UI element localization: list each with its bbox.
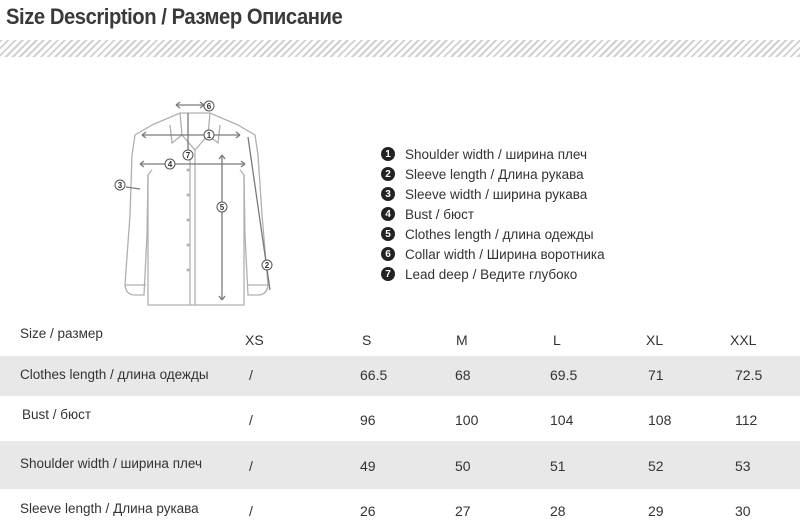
table-cell: 69.5 <box>550 367 578 383</box>
svg-text:4: 4 <box>167 160 173 169</box>
svg-text:7: 7 <box>185 151 191 160</box>
table-cell: / <box>249 412 253 428</box>
table-cell: 51 <box>550 458 566 474</box>
table-row <box>0 396 800 441</box>
number-badge: 5 <box>381 227 395 241</box>
header-cell-xs: XS <box>245 332 264 348</box>
svg-text:5: 5 <box>219 203 225 212</box>
table-cell: 96 <box>360 412 376 428</box>
table-cell: 28 <box>550 503 566 519</box>
number-badge: 1 <box>381 147 395 161</box>
svg-text:6: 6 <box>206 102 212 111</box>
marker-6 <box>204 101 214 111</box>
legend-label: Sleeve width / ширина рукава <box>405 186 588 202</box>
table-cell: 100 <box>455 412 479 428</box>
number-badge: 3 <box>381 187 395 201</box>
table-cell: 50 <box>455 458 471 474</box>
row-label: Bust / бюст <box>22 407 92 422</box>
table-row <box>0 489 800 527</box>
marker-7 <box>183 150 193 160</box>
marker-4 <box>165 159 175 169</box>
legend-label: Lead deep / Ведите глубоко <box>405 266 578 282</box>
row-label: Shoulder width / ширина плеч <box>20 456 202 471</box>
table-cell: 27 <box>455 503 471 519</box>
svg-text:3: 3 <box>117 181 123 190</box>
header-cell-xl: XL <box>646 332 664 348</box>
shirt-diagram <box>100 95 290 315</box>
table-cell: 68 <box>455 367 471 383</box>
row-label: Sleeve length / Длина рукава <box>20 501 199 516</box>
page-title: Size Description / Размер Описание <box>6 4 343 29</box>
table-cell: 29 <box>648 503 664 519</box>
table-cell: 26 <box>360 503 376 519</box>
legend-label: Clothes length / длина одежды <box>405 226 594 242</box>
table-cell: 108 <box>648 412 672 428</box>
header-size-label: Size / размер <box>20 326 103 341</box>
table-row <box>0 441 800 489</box>
header-cell-xxl: XXL <box>730 332 757 348</box>
table-cell: 52 <box>648 458 664 474</box>
legend-item <box>381 184 605 204</box>
legend-item <box>381 164 605 184</box>
table-cell: 72.5 <box>735 367 763 383</box>
legend-item <box>381 264 605 284</box>
table-cell: 49 <box>360 458 376 474</box>
marker-2 <box>262 260 272 270</box>
row-label: Clothes length / длина одежды <box>20 367 209 382</box>
header-cell-m: M <box>456 332 468 348</box>
table-cell: 53 <box>735 458 751 474</box>
legend-item <box>381 224 605 244</box>
header-cell-l: L <box>553 332 561 348</box>
table-cell: 66.5 <box>360 367 388 383</box>
number-badge: 7 <box>381 267 395 281</box>
stripe-divider <box>0 40 800 57</box>
legend-label: Collar width / Ширина воротника <box>405 246 605 262</box>
size-table <box>0 316 800 527</box>
number-badge: 2 <box>381 167 395 181</box>
table-cell: 104 <box>550 412 574 428</box>
table-cell: / <box>249 503 253 519</box>
table-row <box>0 356 800 396</box>
header-cell-s: S <box>362 332 372 348</box>
legend-label: Sleeve length / Длина рукава <box>405 166 584 182</box>
number-badge: 4 <box>381 207 395 221</box>
legend-label: Shoulder width / ширина плеч <box>405 146 587 162</box>
marker-3 <box>115 180 125 190</box>
table-cell: 71 <box>648 367 664 383</box>
legend-item <box>381 244 605 264</box>
marker-5 <box>217 202 227 212</box>
svg-text:2: 2 <box>264 261 270 270</box>
measurement-legend <box>381 144 605 284</box>
legend-label: Bust / бюст <box>405 206 475 222</box>
table-cell: 30 <box>735 503 751 519</box>
table-cell: / <box>249 458 253 474</box>
legend-item <box>381 144 605 164</box>
number-badge: 6 <box>381 247 395 261</box>
legend-item <box>381 204 605 224</box>
table-cell: / <box>249 367 253 383</box>
table-header-row <box>0 316 800 356</box>
table-cell: 112 <box>735 412 758 428</box>
marker-1 <box>204 130 214 140</box>
svg-text:1: 1 <box>206 131 212 140</box>
